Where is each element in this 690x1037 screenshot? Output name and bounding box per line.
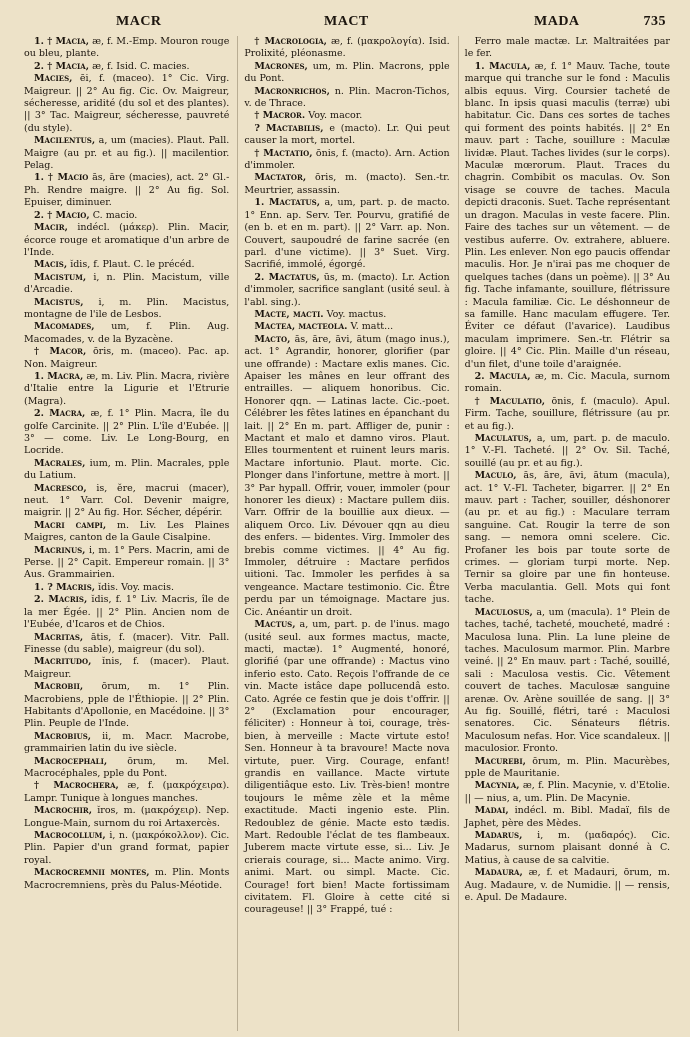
entry-headword: Macrochir, — [34, 805, 93, 817]
entry-definition: ās, āre, āvi, ātum (macula), act. 1° V.-Fl. Tacheter, bigarrer. || 2° En mauv. part : Tacher, souiller, déshonorer (au pr. et au fig.) : Maculare terram sanguine. Cat. Rougir la terre de son sang. — nemora omni scelere. Cic. Profaner les bois par toute sorte de crimes. — gloriam turpi morte. Nep. Ternir sa gloire par une fin honteuse. Verba maculantia. Gell. Mots qui font tache. — [464, 470, 670, 606]
header-guide-word-left: MACR — [116, 14, 162, 29]
dictionary-entry — [465, 830, 670, 867]
dictionary-entry — [465, 756, 670, 781]
dictionary-entry — [465, 36, 670, 61]
entry-definition: n. Plin. Macron-Tichos, v. de Thrace. — [244, 85, 450, 110]
entry-headword: Macto, — [254, 333, 291, 345]
dictionary-entry — [24, 656, 229, 681]
entry-definition: ĭnis, f. (macer). Plaut. Maigreur. — [24, 656, 230, 680]
column-3 — [458, 36, 670, 1031]
entry-headword: Macritudo, — [34, 656, 92, 668]
entry-definition: ĭdis. Voy. macis. — [98, 581, 174, 593]
entry-headword: Madaura, — [474, 867, 523, 879]
entry-headword: † Mactatio, — [254, 147, 313, 159]
entry-definition: æ, f. (μακρολογία). Isid. Prolixité, pléonasme. — [244, 36, 450, 60]
entry-definition: ium, m. Plin. Macrales, pple du Latium. — [24, 457, 230, 482]
entry-definition: i, n. Plin. Macistum, ville d'Arcadie. — [24, 271, 230, 296]
entry-definition: is, ĕre, macrui (macer), neut. 1° Varr. Col. Devenir maigre, maigrir. || 2° Au fig. Hor. Sécher, dépérir. — [24, 482, 230, 519]
entry-definition: C. macio. — [92, 209, 138, 221]
entry-definition: i, m. Plin. Macistus, montagne de l'ile de Lesbos. — [24, 296, 230, 320]
entry-definition: ōrum, m. 1° Plin. Macrobiens, pple de l'Éthiopie. || 2° Plin. Habitants d'Apollonie, en Macédoine. || 3° Plin. Peuple de l'Inde. — [24, 681, 230, 730]
dictionary-entry — [24, 830, 229, 867]
entry-definition: a, um (macula). 1° Plein de taches, taché, tacheté, moucheté, madré : Maculosa luna. Plin. La lune pleine de taches. Maculosum marmor. Plin. Marbre veiné. || 2° En mauv. part : Taché, souillé, sali : Maculosa vestis. Cic. Vêtement couvert de taches. Maculosæ sanguine arenæ. Ov. Arène souillée de sang. || 3° Au fig. Souillé, flétri, taré : Maculosi senatores. Cic. Sénateurs flétris. Maculosum nefas. Hor. Vice scandaleux. || maculosior. Fronto. — [464, 606, 670, 755]
entry-definition: æ, f. (μακρόχειρα). Lampr. Tunique à longues manches. — [24, 780, 230, 804]
entry-headword: Macri campi, — [34, 519, 107, 531]
entry-definition: ēi, f. (maceo). 1° Cic. Virg. Maigreur. || 2° Au fig. Cic. Ov. Maigreur, sécheresse, aridité (du sol et des plantes). || 3° Tac. Maigreur, sécheresse, pauvreté (du style). — [24, 73, 230, 134]
entry-headword: 2. † Macia, — [34, 60, 90, 72]
dictionary-entry — [465, 396, 670, 433]
entry-headword: Macritas, — [34, 631, 84, 643]
entry-headword: Macrobii, — [34, 681, 84, 693]
entry-definition: a, um (macies). Plaut. Pall. Maigre (au pr. et au fig.). || macilentior. Pelag. — [24, 135, 230, 172]
entry-headword: 1. Macula, — [474, 60, 531, 72]
dictionary-entry — [24, 371, 229, 408]
entry-definition: æ, f. Isid. C. macies. — [92, 60, 190, 72]
dictionary-entry — [24, 780, 229, 805]
entry-headword: Macistus, — [34, 296, 84, 308]
entry-definition: ōrum, m. Mel. Macrocéphales, pple du Pont. — [24, 755, 230, 779]
dictionary-entry — [24, 172, 229, 209]
entry-definition: Ferro male mactæ. Lr. Maltraitées par le fer. — [464, 36, 670, 60]
dictionary-entry — [244, 272, 449, 309]
entry-headword: Mactea, macteola. — [254, 321, 348, 333]
entry-headword: Macrales, — [34, 457, 86, 469]
dictionary-entry — [244, 123, 449, 148]
entry-headword: † Macor, — [34, 346, 87, 358]
dictionary-entry — [24, 594, 229, 631]
dictionary-entry — [465, 867, 670, 904]
entry-headword: Madai, — [474, 805, 509, 817]
header-guide-word-middle: MACT — [324, 14, 369, 29]
entry-definition: um, f. Plin. Aug. Macomades, v. de la Byzacène. — [24, 321, 230, 345]
dictionary-entry — [244, 197, 449, 271]
entry-definition: um, m. Plin. Macrons, pple du Pont. — [244, 60, 450, 85]
entry-definition: ōnis, f. (maculo). Apul. Firm. Tache, souillure, flétrissure (au pr. et au fig.). — [464, 395, 670, 432]
entry-headword: Mactus, — [254, 619, 296, 631]
dictionary-entry — [24, 520, 229, 545]
entry-definition: ūs, m. (macto). Lr. Action d'immoler, sacrifice sanglant (usité seul. à l'abl. sing.). — [244, 271, 450, 308]
dictionary-entry — [465, 805, 670, 830]
dictionary-entry — [465, 371, 670, 396]
entry-headword: 1. Mactatus, — [254, 197, 321, 209]
dictionary-entry — [24, 222, 229, 259]
entry-headword: Macomades, — [34, 321, 95, 333]
dictionary-entry — [465, 470, 670, 606]
entry-definition: æ, f. M.-Emp. Mouron rouge ou bleu, plante. — [24, 36, 230, 60]
entry-headword: Macurebi, — [474, 755, 526, 767]
entry-definition: i, m. 1° Pers. Macrin, ami de Perse. || 2° Capit. Empereur romain. || 3° Aus. Grammairien. — [24, 544, 230, 581]
entry-headword: Macrocollum, — [34, 830, 106, 841]
dictionary-entry — [24, 135, 229, 172]
dictionary-entry — [244, 334, 449, 619]
page-number: 735 — [643, 14, 666, 29]
entry-headword: ? Mactabilis, — [254, 122, 324, 134]
dictionary-entry — [465, 607, 670, 756]
entry-definition: ātis, f. (macer). Vitr. Pall. Finesse (du sable), maigreur (du sol). — [24, 631, 230, 655]
dictionary-entry — [24, 321, 229, 346]
dictionary-entry — [244, 36, 449, 61]
entry-headword: Macrobius, — [34, 730, 92, 742]
entry-headword: 2. † Macio, — [34, 209, 90, 221]
entry-headword: Macistum, — [34, 271, 87, 283]
entry-headword: Maculosus, — [474, 606, 533, 618]
column-2 — [237, 36, 449, 1031]
dictionary-entry — [24, 297, 229, 322]
entry-headword: Macynia, — [474, 780, 520, 792]
entry-headword: † Macror. — [254, 110, 306, 122]
entry-definition: ii, m. Macr. Macrobe, grammairien latin du ive siècle. — [24, 730, 230, 755]
dictionary-entry — [24, 259, 229, 271]
entry-headword: 1. † Macia, — [34, 36, 90, 47]
entry-columns — [24, 36, 670, 1031]
entry-headword: Macies, — [34, 73, 73, 85]
dictionary-entry — [24, 582, 229, 594]
entry-definition: m. Liv. Les Plaines Maigres, canton de la Gaule Cisalpine. — [24, 519, 230, 544]
dictionary-entry — [24, 756, 229, 781]
entry-definition: æ, m. Cic. Macula, surnom romain. — [464, 370, 670, 395]
entry-definition: ōnis, f. (macto). Arn. Action d'immoler. — [244, 147, 450, 172]
entry-definition: ōris, m. (maceo). Pac. ap. Non. Maigreur. — [24, 346, 230, 370]
entry-headword: † Macrochera, — [34, 780, 119, 792]
entry-definition: a, um, part. p. de macto. 1° Enn. ap. Serv. Ter. Pourvu, gratifié de (en b. et en m. part). || 2° Varr. ap. Non. Couvert, saupoudré de farine sacrée (en parl. d'une victime). || 3° Suet. Virg. Sacrifié, immolé, égorgé. — [244, 197, 450, 271]
header-guide-word-right: MADA — [534, 14, 580, 29]
entry-definition: a, um, part. p. de maculo. 1° V.-Fl. Tacheté. || 2° Ov. Sil. Taché, souillé (au pr. et au fig.). — [464, 433, 670, 469]
entry-definition: ās, āre, āvi, ātum (mago inus.), act. 1° Agrandir, honorer, glorifier (par une offrande) : Mactare exlis manes. Cic. Apaiser les mânes en leur offrant des entrailles. — aliquem honoribus. Cic. Honorer qqn. — Latinas lacte. Cic.-poet. Célébrer les fêtes latines en épanchant du lait. || 2° En m. part. Affliger de, punir : Mactant et malo et damno viros. Plaut. Elles tourmentent et ruinent leurs maris. Mactare infortunio. Plaut. morte. Cic. Plonger dans l'infortune, mettre à mort. || 3° Par hypall. Offrir, vouer, immoler (pour honorer les dieux) : Mactare pullem diis. Varr. Offrir de la bouillie aux dieux. — aliquem Orco. Liv. Dévouer qqn au dieu des enfers. — bidentes. Virg. Immoler des brebis comme victimes. || 4° Au fig. Immoler, détruire : Mactare perfidos uitioni. Tac. Immoler les perfides à sa vengeance. Mactare testimonio. Cic. Être perdu par un témoignage. Mactare jus. Cic. Anéantir un droit. — [244, 333, 450, 618]
dictionary-entry — [465, 433, 670, 470]
entry-definition: Voy. mactus. — [326, 308, 387, 320]
dictionary-entry — [244, 110, 449, 122]
entry-headword: 2. Macra, — [34, 408, 86, 420]
entry-definition: æ, f. Plin. Macynie, v. d'Etolie. || — nius, a, um. Plin. De Macynie. — [464, 780, 670, 804]
dictionary-entry — [24, 483, 229, 520]
entry-definition: ĭdis, f. 1° Liv. Macris, île de la mer Égée. || 2° Plin. Ancien nom de l'Eubée, d'Icaros et de Chios. — [24, 594, 230, 631]
running-header — [24, 10, 670, 32]
entry-headword: 1. Macra, — [34, 370, 84, 382]
entry-definition: V. matt... — [350, 321, 394, 333]
entry-definition: Voy. macor. — [308, 110, 363, 122]
entry-headword: Macresco, — [34, 482, 87, 494]
dictionary-entry — [24, 632, 229, 657]
dictionary-entry — [244, 172, 449, 197]
entry-definition: m. Plin. Monts Macrocremniens, près du Palus-Méotide. — [24, 867, 230, 891]
dictionary-entry — [24, 36, 229, 61]
dictionary-entry — [465, 61, 670, 371]
entry-headword: Macrocephali, — [34, 755, 108, 767]
dictionary-entry — [24, 272, 229, 297]
dictionary-entry — [24, 458, 229, 483]
dictionary-entry — [24, 681, 229, 731]
entry-definition: i, n. (μακρόκολλον). Cic. Plin. Papier d'un grand format, papier royal. — [24, 830, 230, 866]
dictionary-entry — [24, 805, 229, 830]
entry-headword: Maculo, — [474, 470, 517, 482]
dictionary-entry — [244, 148, 449, 173]
dictionary-entry — [24, 73, 229, 135]
entry-headword: Macir, — [34, 222, 68, 234]
dictionary-entry — [24, 408, 229, 458]
entry-definition: ās, āre (macies), act. 2° Gl.-Ph. Rendre maigre. || 2° Au fig. Sol. Epuiser, diminuer. — [24, 172, 230, 209]
entry-definition: indécl. m. Bibl. Madaï, fils de Japhet, père des Mèdes. — [464, 805, 670, 829]
entry-definition: ĭdis, f. Plaut. C. le précéd. — [70, 259, 195, 271]
entry-headword: 2. Mactatus, — [254, 271, 320, 283]
entry-definition: æ, f. 1° Mauv. Tache, toute marque qui tranche sur le fond : Maculis albis equus. Virg. Coursier tacheté de blanc. In ipsis quasi maculis (terræ) ubi habitatur. Cic. Dans ces sortes de taches qui forment des points habités. || 2° En mauv. part : Tache, souillure : Maculæ lividæ. Plaut. Taches livides (sur le corps). Maculæ mœrorum. Plaut. Traces du chagrin. Combibit os maculas. Ov. Son visage se couvre de taches. Macula depicti draconis. Suet. Tache représentant un dragon. Maculas in veste facere. Plin. Faire des taches sur un vêtement. — de vestibus auferre. Ov. extrahere, abluere. Plin. Les enlever. Non ego paucis offendar maculis. Hor. Je n'irai pas me choquer de quelques taches (dans un poème). || 3° Au fig. Tache infamante, souillure, flétrissure : Macula familiæ. Cic. Le déshonneur de sa famille. Hanc maculam effugere. Ter. Éviter ce défaut (l'avarice). Laudibus maculam imprimere. Sen.-tr. Flétrir sa gloire. || 4° Cic. Plin. Maille d'un réseau, d'un filet, d'une toile d'araignée. — [464, 60, 670, 370]
dictionary-entry — [244, 61, 449, 86]
entry-headword: Macrinus, — [34, 544, 86, 556]
dictionary-entry — [244, 321, 449, 333]
dictionary-entry — [24, 210, 229, 222]
dictionary-entry — [465, 780, 670, 805]
dictionary-entry — [24, 867, 229, 892]
entry-headword: 2. Macris, — [34, 594, 88, 606]
entry-definition: æ, f. et Madauri, ōrum, m. Aug. Madaure, v. de Numidie. || — rensis, e. Apul. De Madaure. — [464, 867, 670, 904]
dictionary-entry — [24, 61, 229, 73]
dictionary-entry — [244, 309, 449, 321]
entry-definition: ōrum, m. Plin. Macurèbes, pple de Mauritanie. — [464, 755, 670, 779]
entry-headword: Macrones, — [254, 60, 308, 72]
entry-definition: i, m. (μαδαρός). Cic. Madarus, surnom plaisant donné à C. Matius, à cause de sa calvitie. — [464, 830, 670, 866]
entry-headword: Maculatus, — [474, 433, 532, 444]
entry-definition: ōris, m. (macto). Sen.-tr. Meurtrier, assassin. — [244, 172, 450, 196]
entry-headword: Macrocremnii montes, — [34, 867, 150, 879]
entry-headword: Macronrichos, — [254, 85, 330, 97]
entry-headword: Madarus, — [474, 830, 523, 841]
entry-headword: Mactator, — [254, 172, 307, 184]
entry-definition: indécl. (μάκερ). Plin. Macir, écorce rouge et aromatique d'un arbre de l'Inde. — [24, 222, 230, 258]
entry-headword: Macilentus, — [34, 135, 96, 147]
dictionary-entry — [24, 545, 229, 582]
entry-headword: 1. ? Macris, — [34, 581, 96, 593]
dictionary-entry — [244, 619, 449, 917]
entry-headword: 2. Macula, — [474, 370, 531, 382]
entry-definition: æ, f. 1° Plin. Macra, île du golfe Carcinite. || 2° Plin. L'île d'Eubée. || 3° — come. Liv. Le Long-Bourg, en Locride. — [24, 408, 230, 457]
entry-headword: † Macrologia, — [254, 36, 327, 47]
entry-definition: ĭros, m. (μακρόχειρ). Nep. Longue-Main, surnom du roi Artaxercès. — [24, 805, 230, 829]
entry-headword: † Maculatio, — [474, 395, 546, 407]
dictionary-entry — [24, 346, 229, 371]
entry-headword: Macte, macti. — [254, 308, 324, 320]
entry-definition: e (macto). Lr. Qui peut causer la mort, mortel. — [244, 122, 450, 147]
dictionary-entry — [244, 86, 449, 111]
column-1 — [24, 36, 229, 1031]
entry-definition: æ, m. Liv. Plin. Macra, rivière d'Italie entre la Ligurie et l'Etrurie (Magra). — [24, 370, 230, 407]
entry-headword: Macis, — [34, 259, 68, 271]
dictionary-entry — [24, 731, 229, 756]
entry-headword: 1. † Macio — [34, 172, 89, 184]
entry-definition: a, um, part. p. de l'inus. mago (usité seul. aux formes mactus, macte, macti, mactæ). 1° Augmenté, honoré, glorifié (par une offrande) : Mactus vino inferio esto. Cato. Reçois l'offrande de ce vin. Macte istâce dape pollucendâ esto. Cato. Agrée ce festin que je dois t'offrir. || 2° (Exclamation pour encourager, féliciter) : Honneur à toi, courage, très-bien, à merveille : Macte virtute esto! Sen. Honneur à ta bravoure! Macte nova virtute, puer. Virg. Courage, enfant! grandis en vaillance. Macte virtute diligentiâque esto. Liv. Très-bien! montre toujours le même zèle et la même exactitude. Macti ingenio este. Plin. Redoublez de génie. Macte esto tædis. Mart. Redouble l'éclat de tes flambeaux. Juberem macte virtute esse, si... Liv. Je crierais courage, si... Macte animo. Virg. animi. Mart. ou simpl. Macte. Cic. Courage! fort bien! Macte fortissimam civitatem. Fl. Gloire à cette cité si courageuse! || 3° Frappé, tué : — [244, 619, 450, 916]
